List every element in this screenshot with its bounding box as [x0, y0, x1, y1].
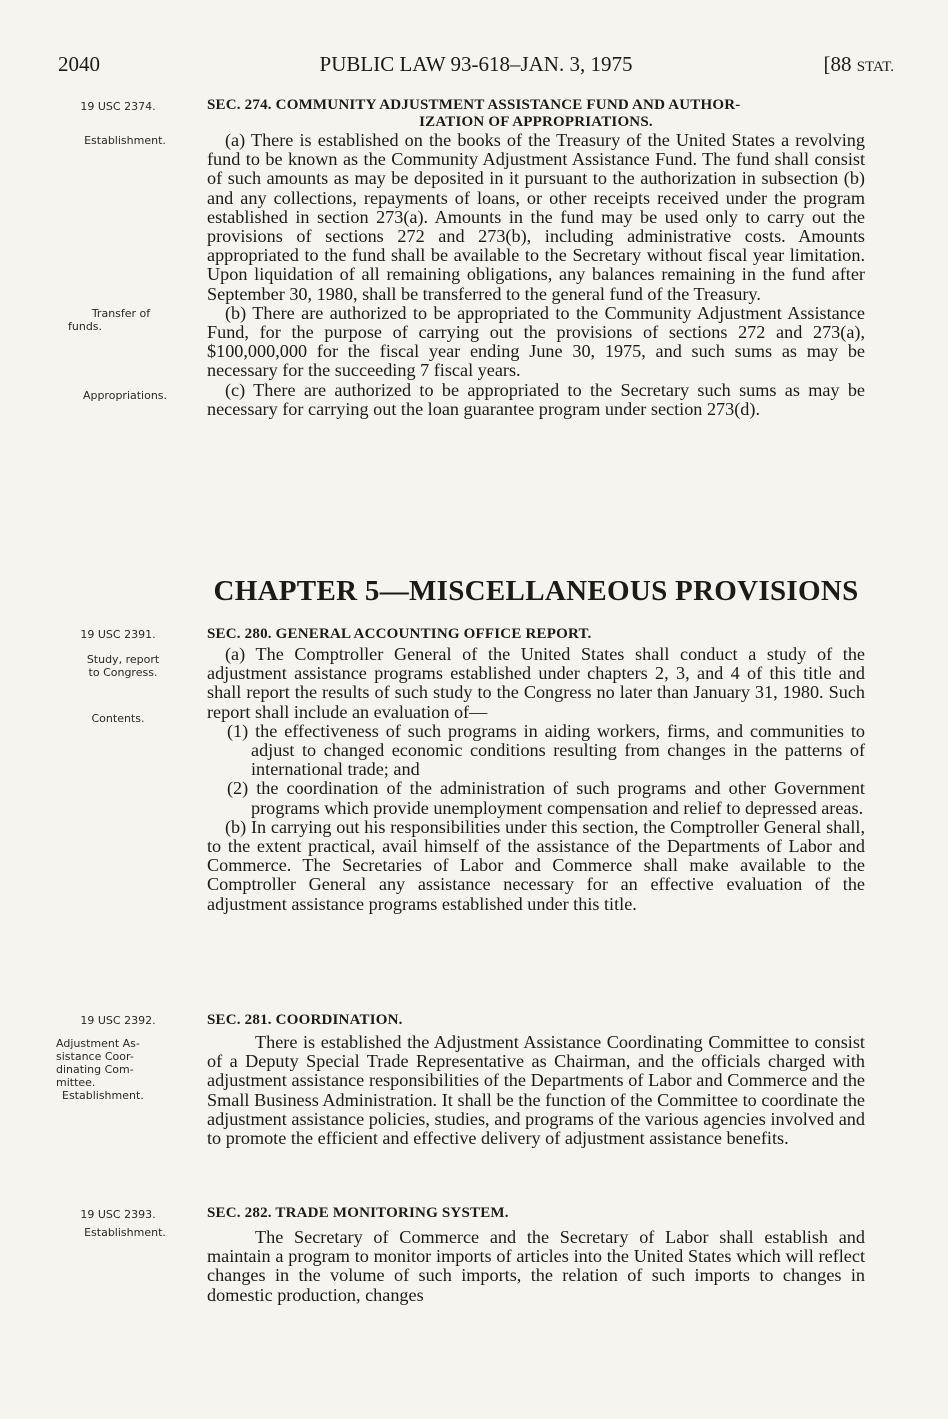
paragraph: The Secretary of Commerce and the Secretary of Labor shall establish and maintain a program to monitor imports of articles into the United States which will reflect changes in the volume of such imports, the relation of such imports to changes in domestic production, changes [207, 1227, 865, 1305]
margin-note-establishment-2: Establishment. [84, 1226, 166, 1239]
margin-note-transfer [66, 307, 176, 333]
page-number: 2040 [58, 52, 100, 76]
margin-note-line: Establishment. [62, 1089, 144, 1102]
paragraph-b: (b) There are authorized to be appropriated to the Community Adjustment Assistance Fund, for the purpose of carrying out the provisions of sections 272 and 273(a), $100,000,000 for the fiscal year ending June 30, 1975, and such sums as may be necessary for the succeeding 7 fiscal years. [207, 302, 865, 381]
margin-note-usc-2391: 19 USC 2391. [80, 628, 156, 641]
statute-reference [823, 52, 894, 77]
section-282 [207, 1205, 865, 1305]
margin-note-usc-2374: 19 USC 2374. [80, 100, 156, 113]
margin-note-line: dinating Com- [56, 1063, 134, 1076]
list-item: (2) the coordination of the administration of such programs and other Government programs which provide unemployment compensation and relief to depressed areas. [227, 778, 865, 818]
paragraph-c: (c) There are authorized to be appropriated to the Secretary such sums as may be necessary for carrying out the loan guarantee program under section 273(d). [207, 379, 865, 419]
paragraph-b: (b) In carrying out his responsibilities under this section, the Comptroller General shall, to the extent practical, avail himself of the assistance of the Departments of Labor and Commerce. The Secretaries of Labor and Commerce shall make available to the Comptroller General any assistance necessary for an effective evaluation of the adjustment assistance programs established under this title. [207, 816, 865, 914]
section-281 [207, 1012, 865, 1148]
section-heading: SEC. 282. TRADE MONITORING SYSTEM. [207, 1205, 509, 1221]
margin-note-line: mittee. [56, 1076, 96, 1089]
page-header [58, 52, 894, 84]
margin-note-line: Study, report [86, 653, 160, 666]
section-heading: SEC. 280. GENERAL ACCOUNTING OFFICE REPORT. [207, 626, 592, 642]
margin-note-line: funds. [68, 320, 103, 333]
margin-note-coordinating-committee [56, 1037, 196, 1102]
statute-label: STAT. [856, 59, 894, 75]
paragraph-a: (a) There is established on the books of the Treasury of the United States a revolving fund to be known as the Community Adjustment Assistance Fund. The fund shall consist of such amounts as may be deposited in it pursuant to the authorization in subsection (b) and any collections, repayments of loans, or other receipts received under the program established in section 273(a). Amounts in the fund may be used only to carry out the provisions of sections 272 and 273(b), including administrative costs. Amounts appropriated to the fund shall be available to the Secretary without fiscal year limitation. Upon liquidation of all remaining obligations, any balances remaining in the fund after September 30, 1980, shall be transferred to the general fund of the Treasury. [207, 130, 865, 304]
list-item: (1) the effectiveness of such programs in aiding workers, firms, and communities to adjust to changed economic conditions resulting from changes in the patterns of international trade; and [227, 720, 865, 780]
section-274 [207, 97, 865, 419]
section-heading-line: SEC. 274. COMMUNITY ADJUSTMENT ASSISTANCE FUND AND AUTHOR- [207, 97, 741, 113]
margin-note-study-report [58, 653, 188, 679]
section-heading-line: IZATION OF APPROPRIATIONS. [419, 114, 653, 130]
section-280 [207, 626, 865, 914]
paragraph: There is established the Adjustment Assistance Coordinating Committee to consist of a Deputy Special Trade Representative as Chairman, and the officials charged with adjustment assistance responsibilities of the Departments of Labor and Commerce and the Small Business Administration. It shall be the function of the Committee to coordinate the adjustment assistance policies, studies, and programs of the various agencies involved and to promote the efficient and effective delivery of adjustment assistance benefits. [207, 1032, 865, 1149]
chapter-heading: CHAPTER 5—MISCELLANEOUS PROVISIONS [213, 575, 859, 607]
margin-note-line: sistance Coor- [56, 1050, 134, 1063]
page-title: PUBLIC LAW 93-618–JAN. 3, 1975 [319, 52, 633, 76]
margin-note-establishment: Establishment. [84, 134, 166, 147]
margin-note-usc-2392: 19 USC 2392. [80, 1014, 156, 1027]
margin-note-contents: Contents. [91, 712, 145, 725]
statute-prefix: [88 [823, 52, 857, 76]
margin-note-line: to Congress. [88, 666, 158, 679]
margin-note-appropriations: Appropriations. [82, 389, 168, 402]
margin-note-line: Adjustment As- [56, 1037, 140, 1050]
margin-note-line: Transfer of [91, 307, 151, 320]
section-heading: SEC. 281. COORDINATION. [207, 1012, 403, 1028]
margin-note-usc-2393: 19 USC 2393. [80, 1208, 156, 1221]
section-heading [207, 97, 865, 131]
paragraph-a: (a) The Comptroller General of the United States shall conduct a study of the adjustment assistance programs established under chapters 2, 3, and 4 of this title and shall report the results of such study to the Congress no later than January 31, 1980. Such report shall include an evaluation of— [207, 644, 865, 722]
